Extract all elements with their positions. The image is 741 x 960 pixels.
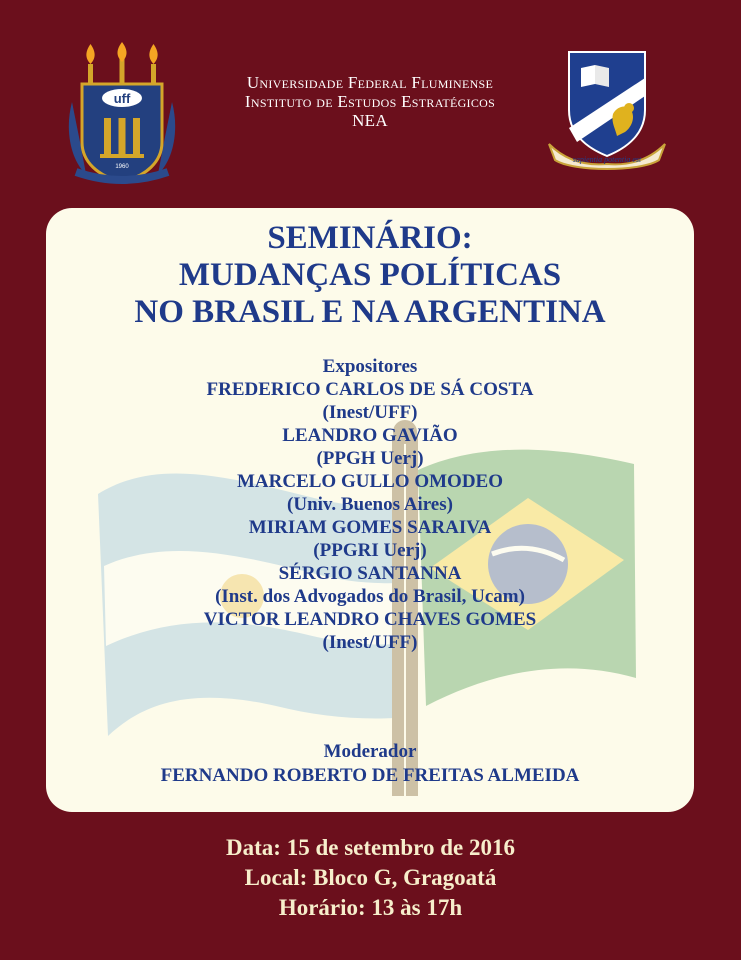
speakers-list bbox=[46, 355, 694, 654]
inest-shield-logo bbox=[545, 48, 669, 172]
title-line: MUDANÇAS POLÍTICAS bbox=[178, 257, 562, 293]
book-icon bbox=[581, 65, 609, 87]
event-date: Data: 15 de setembro de 2016 bbox=[226, 835, 515, 860]
speaker-affiliation: (Inest/UFF) bbox=[322, 402, 418, 423]
moderator-name: FERNANDO ROBERTO DE FREITAS ALMEIDA bbox=[160, 765, 580, 786]
torch-icon bbox=[149, 44, 157, 86]
institution-block bbox=[180, 73, 560, 130]
speaker-name: LEANDRO GAVIÃO bbox=[282, 425, 458, 446]
torch-icon bbox=[118, 42, 127, 86]
university-name: Universidade Federal Fluminense bbox=[246, 73, 494, 92]
speaker-name: MIRIAM GOMES SARAIVA bbox=[248, 517, 492, 538]
moderator-block bbox=[46, 740, 694, 788]
event-details bbox=[0, 833, 741, 923]
title-line: SEMINÁRIO: bbox=[267, 220, 473, 256]
institute-name: Instituto de Estudos Estratégicos bbox=[244, 92, 496, 111]
event-location: Local: Bloco G, Gragoatá bbox=[244, 865, 497, 890]
speaker-name: MARCELO GULLO OMODEO bbox=[236, 471, 503, 492]
speaker-affiliation: (PPGRI Uerj) bbox=[313, 540, 427, 561]
header bbox=[0, 0, 741, 200]
event-title bbox=[46, 220, 694, 331]
speaker-name: VICTOR LEANDRO CHAVES GOMES bbox=[203, 609, 537, 630]
event-time: Horário: 13 às 17h bbox=[278, 895, 463, 920]
uff-crest-logo bbox=[66, 42, 178, 188]
nucleus-name: NEA bbox=[352, 111, 388, 130]
uff-logo-year: 1960 bbox=[115, 164, 129, 170]
moderator-heading: Moderador bbox=[323, 741, 417, 762]
uff-logo-text: uff bbox=[113, 91, 131, 106]
title-line: NO BRASIL E NA ARGENTINA bbox=[134, 294, 606, 330]
speaker-affiliation: (PPGH Uerj) bbox=[316, 448, 424, 469]
torch-icon bbox=[86, 44, 94, 86]
speakers-heading: Expositores bbox=[322, 356, 418, 377]
speaker-name: FREDERICO CARLOS DE SÁ COSTA bbox=[206, 379, 534, 400]
speaker-affiliation: (Inst. dos Advogados do Brasil, Ucam) bbox=[215, 586, 525, 607]
inest-motto: sapientia potentia est bbox=[572, 155, 642, 164]
speaker-name: SÉRGIO SANTANNA bbox=[278, 563, 462, 584]
speaker-affiliation: (Univ. Buenos Aires) bbox=[287, 494, 453, 515]
event-card bbox=[46, 208, 694, 812]
speaker-affiliation: (Inest/UFF) bbox=[322, 632, 418, 653]
